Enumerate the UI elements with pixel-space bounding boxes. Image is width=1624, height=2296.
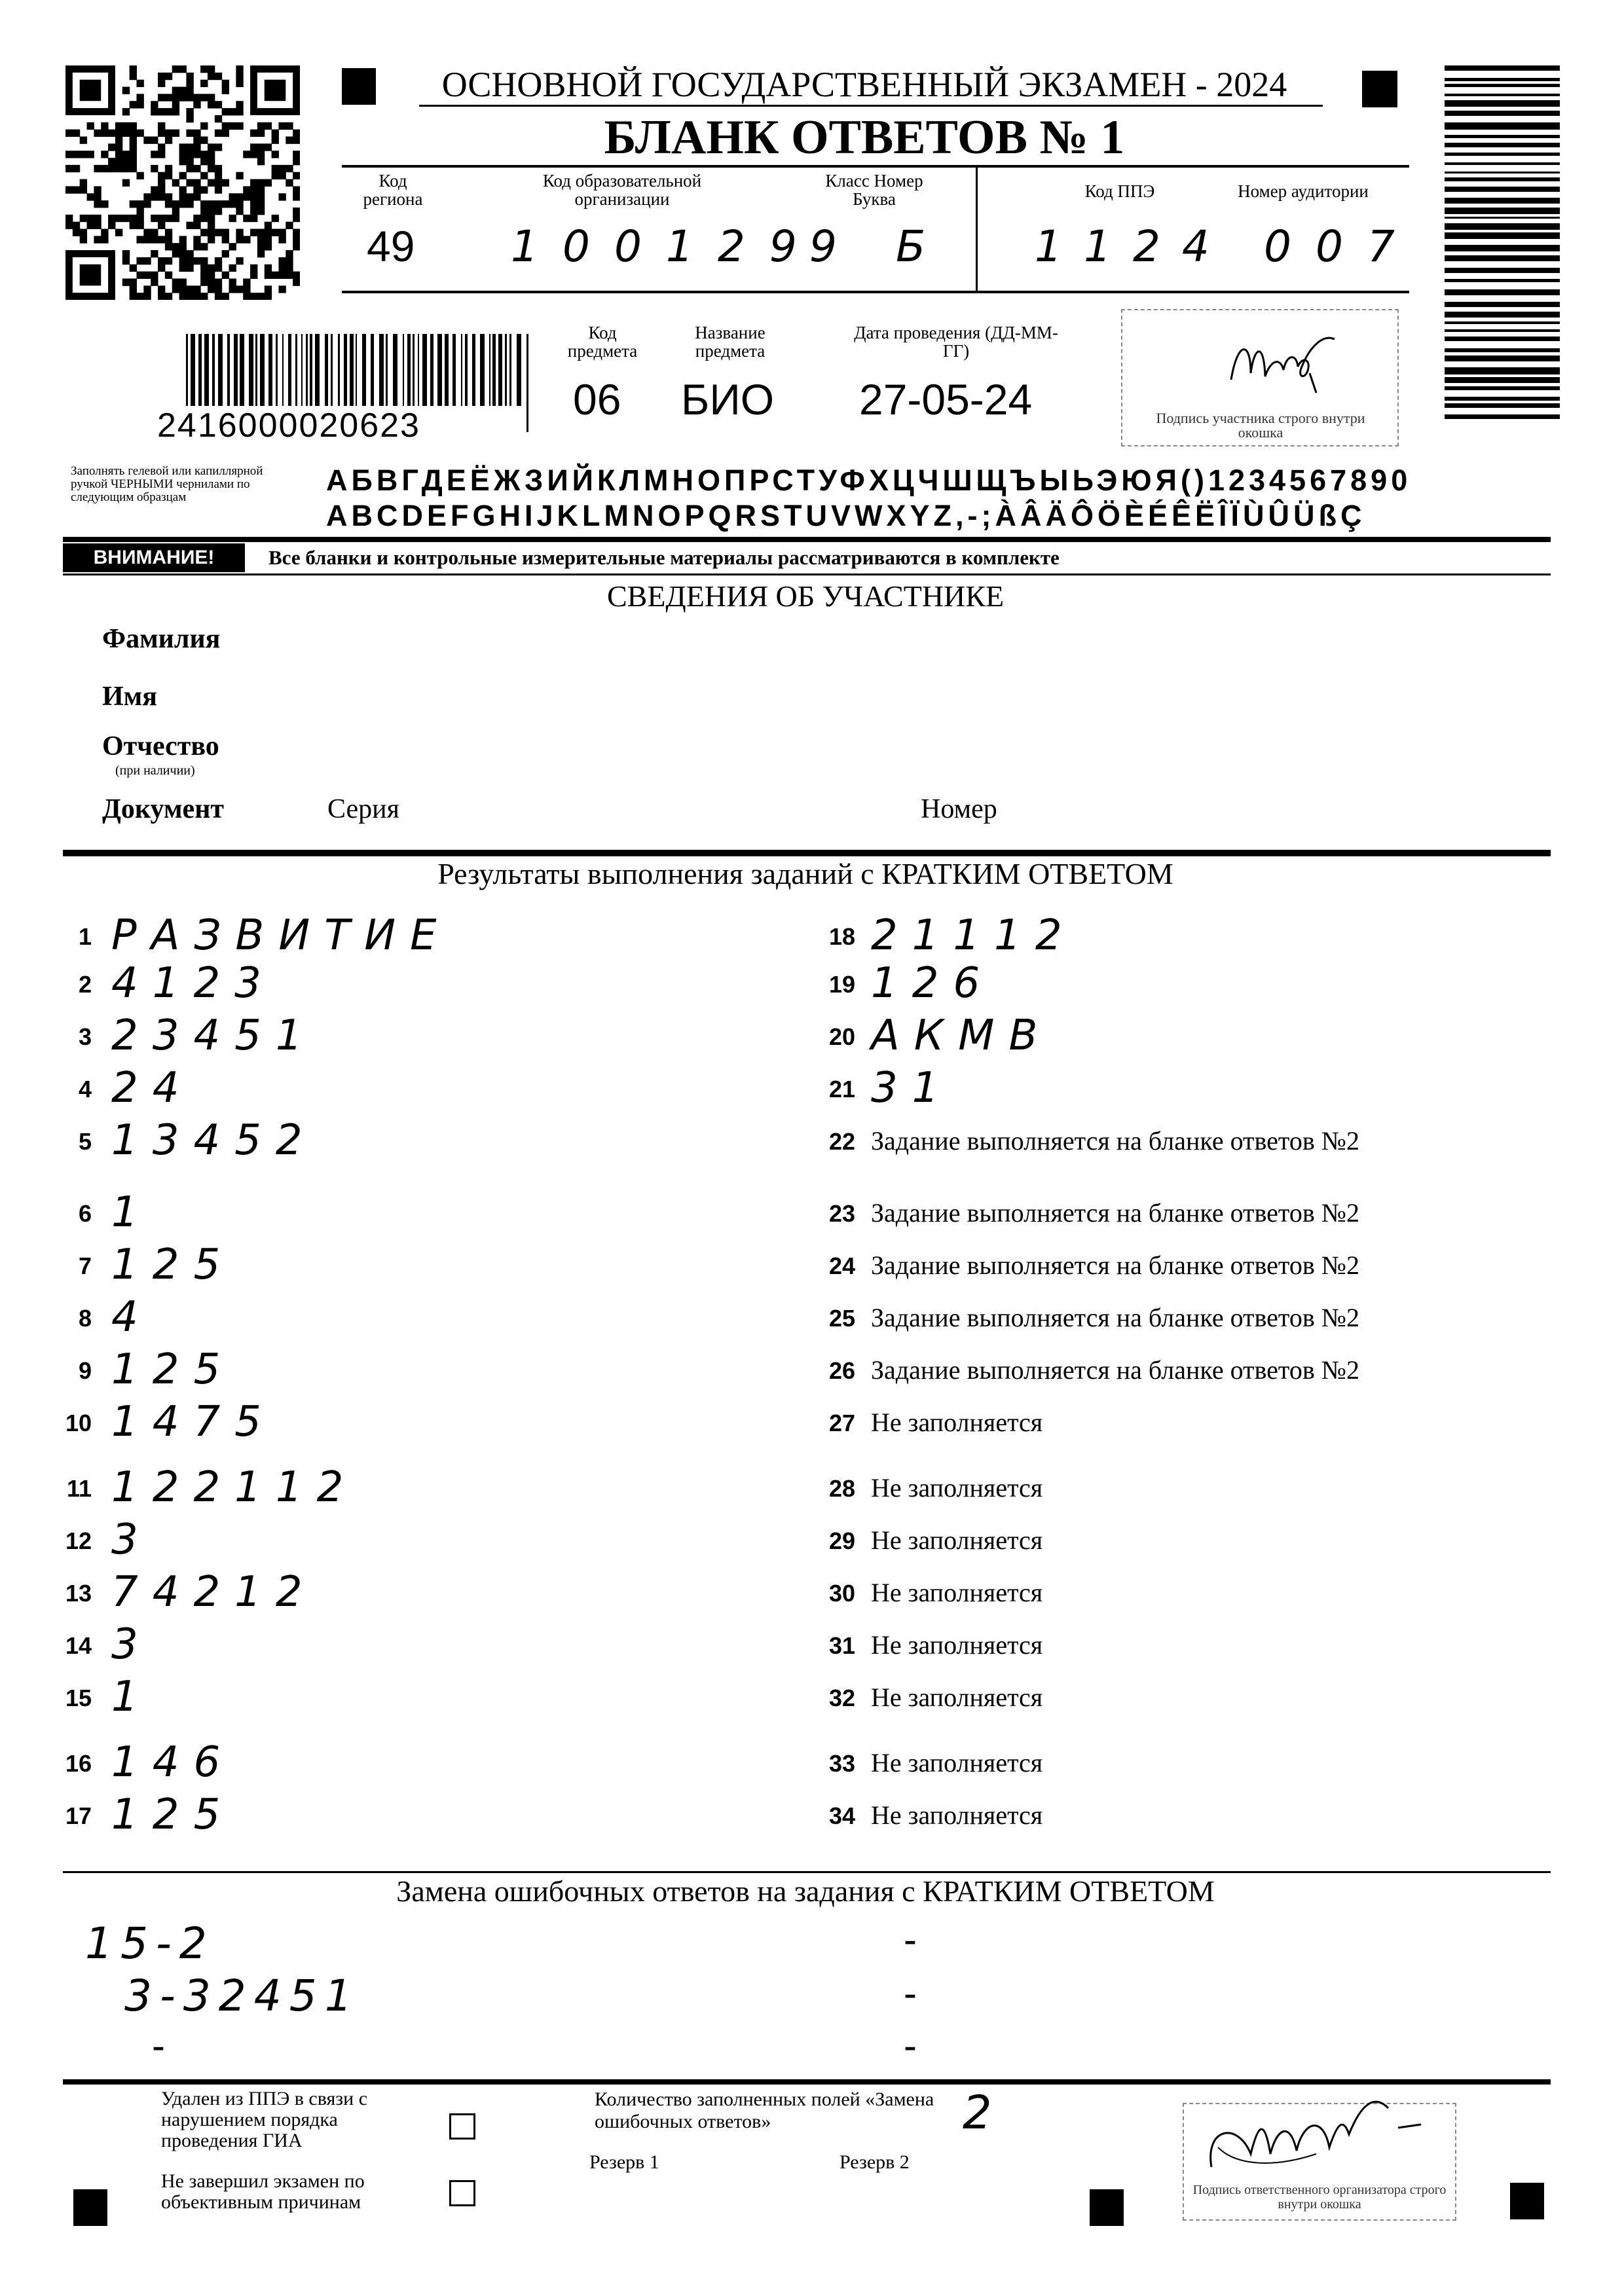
replacement-right-2: -	[904, 1971, 917, 2015]
answer-number: 23	[828, 1200, 855, 1227]
answer-value[interactable]: 125	[111, 1345, 235, 1394]
aud-value: 0 0 7	[1264, 221, 1400, 272]
short-answers-title: Результаты выполнения заданий с КРАТКИМ ОТВЕТОМ	[437, 857, 1173, 890]
replacement-right-3: -	[904, 2024, 917, 2068]
answer-number: 25	[828, 1305, 855, 1332]
region-label: Код региона	[363, 171, 423, 209]
answer-number: 24	[828, 1252, 855, 1279]
organizer-signature	[1198, 2088, 1434, 2187]
answer-note: Задание выполняется на бланке ответов №2	[871, 1126, 1359, 1156]
ppe-value: 1 1 2 4	[1035, 221, 1213, 272]
incomplete-checkbox[interactable]	[449, 2180, 475, 2206]
answer-number: 16	[65, 1750, 92, 1777]
replacements-top-rule	[63, 1871, 1551, 1873]
answer-number: 19	[828, 971, 855, 998]
answer-note: Задание выполняется на бланке ответов №2	[871, 1355, 1359, 1385]
warning-top-rule	[63, 537, 1551, 542]
marker-square-bl	[73, 2189, 107, 2226]
qr-code	[65, 65, 300, 300]
answer-number: 6	[78, 1200, 92, 1227]
incomplete-label: Не завершил экзамен по объективным причинам	[161, 2170, 365, 2213]
alphabet-line-1: АБВГДЕЁЖЗИЙКЛМНОПРСТУФХЦЧШЩЪЫЬЭЮЯ()1234567890	[326, 464, 1412, 497]
patronymic-label: Отчество	[102, 731, 219, 761]
answer-number: 13	[65, 1580, 92, 1607]
answer-number: 8	[78, 1305, 92, 1332]
answer-note: Не заполняется	[871, 1473, 1043, 1503]
removed-label: Удален из ППЭ в связи с нарушением порядка проведения ГИА	[161, 2088, 368, 2151]
document-label: Документ	[102, 794, 225, 824]
answer-number: 32	[828, 1685, 855, 1711]
surname-label: Фамилия	[102, 624, 221, 654]
answer-note: Не заполняется	[871, 1800, 1043, 1830]
signature-caption: Подпись участника строго внутри окошка	[1156, 410, 1365, 441]
region-value: 49	[367, 222, 415, 270]
marker-square-tr	[1362, 71, 1397, 107]
exam-date-label: Дата проведения (ДД-ММ-ГГ)	[854, 323, 1058, 361]
answer-value[interactable]: 126	[871, 959, 995, 1008]
warning-badge: ВНИМАНИЕ!	[63, 543, 245, 572]
answer-number: 33	[828, 1750, 855, 1777]
answer-number: 17	[65, 1802, 92, 1829]
answer-value[interactable]: 23451	[111, 1011, 317, 1060]
answer-value[interactable]: 4123	[111, 959, 276, 1008]
participant-signature	[1225, 327, 1342, 399]
answer-number: 15	[65, 1685, 92, 1711]
answer-number: 4	[78, 1076, 92, 1102]
participant-section-title: СВЕДЕНИЯ ОБ УЧАСТНИКЕ	[606, 579, 1005, 613]
answer-note: Не заполняется	[871, 1630, 1043, 1660]
answer-number: 22	[828, 1128, 855, 1155]
answer-value[interactable]: 1	[111, 1673, 153, 1721]
answer-number: 2	[78, 971, 92, 998]
answer-value[interactable]: 146	[111, 1738, 235, 1787]
subject-name-value: БИО	[681, 375, 775, 424]
answer-number: 10	[65, 1410, 92, 1436]
answer-note: Не заполняется	[871, 1525, 1043, 1555]
class-letter: Б	[896, 221, 940, 272]
exam-title: ОСНОВНОЙ ГОСУДАРСТВЕННЫЙ ЭКЗАМЕН - 2024	[441, 65, 1287, 104]
subject-name-label: Название предмета	[695, 323, 766, 361]
class-label: Класс Номер Буква	[825, 171, 923, 209]
answer-value[interactable]: 31	[871, 1064, 953, 1112]
document-number-label: Номер	[921, 794, 997, 824]
answer-value[interactable]: 4	[111, 1293, 153, 1341]
answer-value[interactable]: 24	[111, 1064, 194, 1112]
footer-top-rule	[63, 2079, 1551, 2085]
answer-number: 5	[78, 1128, 92, 1155]
patronymic-note: (при наличии)	[115, 763, 195, 778]
answer-note: Не заполняется	[871, 1748, 1043, 1777]
answer-value[interactable]: 74212	[111, 1568, 317, 1616]
answer-value[interactable]: 3	[111, 1516, 153, 1564]
replacement-count-value: 2	[963, 2086, 1006, 2140]
replacement-left-3: -	[152, 2024, 165, 2068]
answer-number: 27	[828, 1410, 855, 1436]
warning-text: Все бланки и контрольные измерительные материалы рассматриваются в комплекте	[268, 546, 1060, 569]
answer-number: 7	[78, 1252, 92, 1279]
answer-number: 34	[828, 1802, 855, 1829]
answer-number: 28	[828, 1475, 855, 1502]
answer-note: Не заполняется	[871, 1408, 1043, 1437]
answer-value[interactable]: 125	[111, 1791, 235, 1839]
answer-number: 3	[78, 1023, 92, 1050]
warning-bottom-rule	[63, 574, 1551, 575]
answer-number: 31	[828, 1632, 855, 1659]
subject-code-label: Код предмета	[567, 323, 638, 361]
answer-number: 18	[828, 923, 855, 950]
replacement-left-2: 3-32451	[124, 1971, 360, 2021]
answer-value[interactable]: 125	[111, 1241, 235, 1289]
class-number: 9	[809, 221, 851, 272]
answer-number: 9	[78, 1357, 92, 1384]
barcode-number: 2416000020623	[157, 406, 524, 445]
alphabet-instruction: Заполнять гелевой или капиллярной ручкой ЧЕРНЫМИ чернилами по следующим образцам	[71, 464, 263, 504]
marker-square-tl	[342, 68, 376, 105]
answer-number: 12	[65, 1527, 92, 1554]
replacement-count-label: Количество заполненных полей «Замена ошибочных ответов»	[595, 2088, 934, 2132]
marker-square-bm	[1090, 2189, 1124, 2226]
right-barcode	[1445, 65, 1560, 419]
answer-number: 1	[78, 923, 92, 950]
answer-note: Не заполняется	[871, 1683, 1043, 1712]
answer-note: Задание выполняется на бланке ответов №2	[871, 1198, 1359, 1228]
answer-value[interactable]: РАЗВИТИЕ	[111, 911, 451, 960]
answer-number: 11	[66, 1475, 92, 1502]
answer-value[interactable]: 3	[111, 1620, 153, 1669]
document-series-label: Серия	[327, 794, 399, 824]
replacement-right-1: -	[904, 1918, 917, 1961]
answer-value[interactable]: АКМВ	[871, 1011, 1052, 1060]
exam-date-value: 27-05-24	[859, 375, 1033, 424]
ppe-label: Код ППЭ	[1084, 181, 1155, 201]
answer-value[interactable]: 21112	[871, 911, 1077, 960]
answer-value[interactable]: 13452	[111, 1116, 317, 1165]
title-underline	[419, 105, 1323, 107]
answer-number: 29	[828, 1527, 855, 1554]
answer-value[interactable]: 1	[111, 1188, 153, 1237]
answer-note: Не заполняется	[871, 1578, 1043, 1607]
first-name-label: Имя	[102, 682, 157, 712]
answer-value[interactable]: 122112	[111, 1463, 358, 1512]
replacement-left-1: 15-2	[85, 1918, 215, 1969]
reserve-1-label: Резерв 1	[589, 2151, 659, 2173]
answer-note: Задание выполняется на бланке ответов №2	[871, 1250, 1359, 1280]
answer-number: 14	[65, 1632, 92, 1659]
answer-number: 20	[828, 1023, 855, 1050]
answer-note: Задание выполняется на бланке ответов №2	[871, 1303, 1359, 1332]
org-label: Код образовательной организации	[542, 171, 702, 209]
answer-number: 26	[828, 1357, 855, 1384]
answer-value[interactable]: 1475	[111, 1398, 276, 1446]
reserve-2-label: Резерв 2	[840, 2151, 910, 2173]
answer-number: 30	[828, 1580, 855, 1607]
replacements-title: Замена ошибочных ответов на задания с КРАТКИМ ОТВЕТОМ	[396, 1874, 1215, 1908]
organizer-signature-caption: Подпись ответственного организатора строго внутри окошка	[1192, 2183, 1447, 2212]
removed-checkbox[interactable]	[449, 2113, 475, 2140]
form-title: БЛАНК ОТВЕТОВ № 1	[604, 111, 1125, 164]
codes-divider	[976, 168, 978, 291]
subject-code-value: 06	[573, 375, 621, 424]
answer-number: 21	[828, 1076, 855, 1102]
org-value: 1 0 0 1 2 9	[511, 221, 802, 272]
short-answers-top-rule	[63, 850, 1551, 856]
marker-square-br	[1510, 2183, 1544, 2219]
aud-label: Номер аудитории	[1238, 181, 1369, 201]
alphabet-line-2: ABCDEFGHIJKLMNOPQRSTUVWXYZ,-;ÀÂÄÔÖÈÉÊËÎÏÙÛÜßÇ	[326, 499, 1366, 532]
